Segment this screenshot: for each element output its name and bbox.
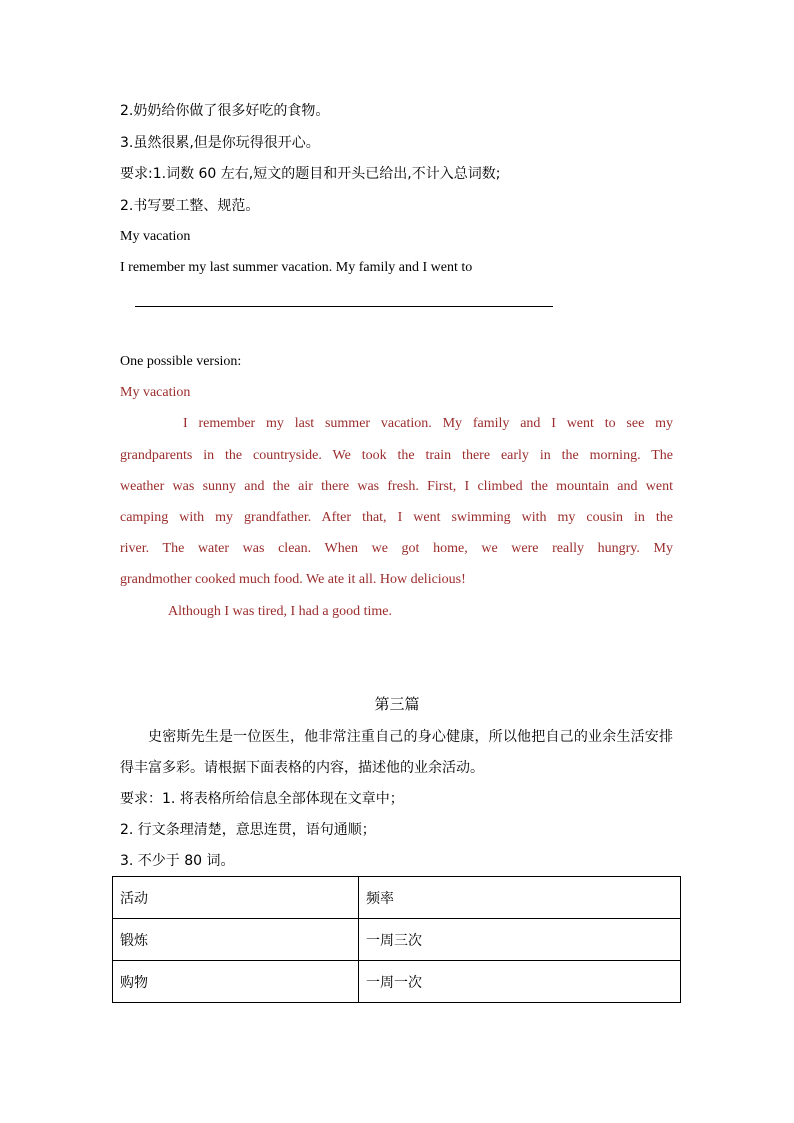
section-requirement-1: 要求：1. 将表格所给信息全部体现在文章中； [120, 791, 404, 807]
section-intro-line-2: 得丰富多彩。请根据下面表格的内容，描述他的业余活动。 [120, 760, 484, 776]
sample-line-3: weather was sunny and the air there was fresh. First, I climbed the mountain and went [120, 479, 673, 494]
section-intro-line-1: 史密斯先生是一位医生，他非常注重自己的身心健康，所以他把自己的业余生活安排 [148, 729, 673, 745]
activity-table [112, 876, 681, 1003]
requirements-line-1: 要求:1.词数 60 左右,短文的题目和开头已给出,不计入总词数; [120, 166, 501, 182]
instruction-line-2: 2.奶奶给你做了很多好吃的食物。 [120, 103, 330, 119]
sample-line-1: I remember my last summer vacation. My family and I went to see my [183, 416, 673, 431]
instruction-line-3: 3.虽然很累,但是你玩得很开心。 [120, 135, 320, 151]
sample-title: My vacation [120, 385, 191, 400]
sample-line-2: grandparents in the countryside. We took the train there early in the morning. The [120, 448, 673, 463]
table-header-activity: 活动 [113, 877, 359, 919]
sample-closing: Although I was tired, I had a good time. [168, 604, 392, 619]
section-requirement-2: 2. 行文条理清楚，意思连贯，语句通顺； [120, 822, 376, 838]
table-row [113, 919, 681, 961]
essay-opening: I remember my last summer vacation. My family and I went to [120, 260, 473, 275]
sample-line-5: river. The water was clean. When we got home, we were really hungry. My [120, 541, 673, 556]
answer-underline [135, 306, 553, 307]
sample-line-6: grandmother cooked much food. We ate it all. How delicious! [120, 572, 466, 587]
essay-title: My vacation [120, 229, 191, 244]
table-header-row [113, 877, 681, 919]
table-row [113, 961, 681, 1003]
sample-line-4: camping with my grandfather. After that, I went swimming with my cousin in the [120, 510, 673, 525]
section-title: 第三篇 [374, 695, 420, 713]
requirements-line-2: 2.书写要工整、规范。 [120, 198, 260, 214]
table-cell-activity: 购物 [113, 961, 359, 1003]
table-cell-activity: 锻炼 [113, 919, 359, 961]
table-header-frequency: 频率 [359, 877, 681, 919]
table-cell-frequency: 一周三次 [359, 919, 681, 961]
table-cell-frequency: 一周一次 [359, 961, 681, 1003]
sample-label: One possible version: [120, 354, 242, 369]
section-requirement-3: 3. 不少于 80 词。 [120, 853, 235, 869]
